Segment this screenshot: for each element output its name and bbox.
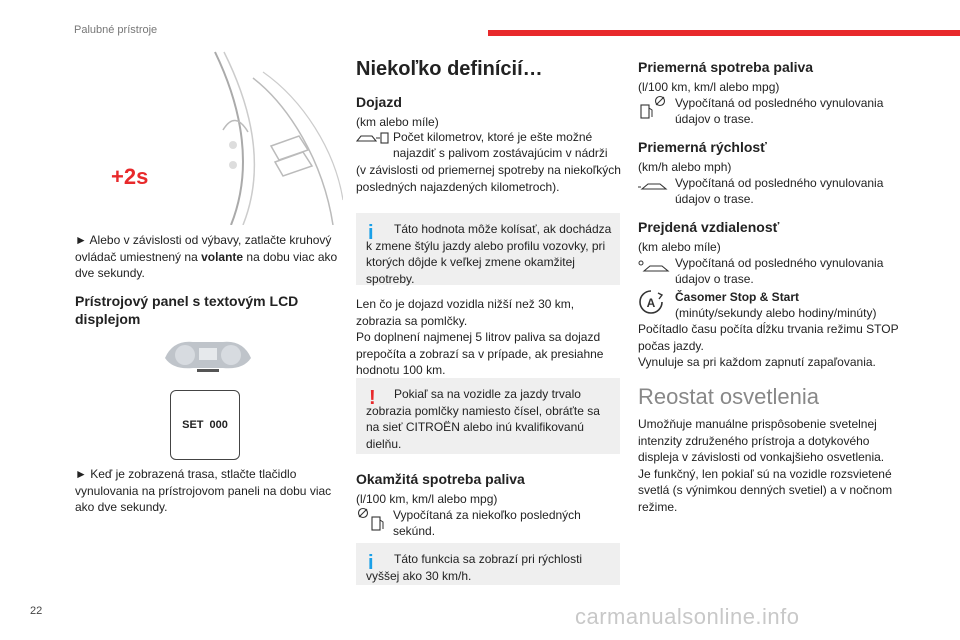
set-label: SET (182, 419, 204, 431)
car-speed-icon (638, 179, 672, 193)
set-button-box (170, 390, 240, 460)
car-distance-icon (638, 259, 672, 275)
avg-speed-row (638, 175, 910, 209)
para-steering-bold: volante (201, 249, 244, 264)
car-fuel-icon (356, 131, 392, 145)
page-number: 22 (30, 605, 43, 617)
stopstart-title-text: Časomer Stop & Start (675, 290, 800, 304)
para-steering-tail: na dobu viac ako dve sekundy. (75, 249, 338, 280)
cluster-illustration (163, 338, 253, 372)
stopstart-desc: Počítadlo času počíta dĺžku trvania režimu STOP počas jazdy. Vynuluje sa pri každom zapnutí zapaľovania. (638, 322, 899, 369)
para-steering-text: ► Alebo v závislosti od výbavy, zatlačte kruhový ovládač umiestnený na (75, 233, 332, 264)
badge-text: +2s (111, 164, 149, 189)
warning-text: Pokiaľ sa na vozidle za jazdy trvalo zobrazia pomlčky namiesto čísel, obráťte sa na sieť CITROËN alebo inú kvalifikovanú dielňu. (366, 387, 600, 451)
steering-wheel-illustration (103, 50, 343, 225)
svg-text:A: A (646, 296, 656, 310)
dimmer-title: Reostat osvetlenia (638, 384, 819, 409)
info-note-instant (356, 543, 620, 585)
fuel-consumption-icon-2 (638, 95, 668, 123)
warning-icon: ! (369, 387, 376, 409)
dimmer-text: Umožňuje manuálne prispôsobenie svetelnej intenzity združeného prístroja a dotykového displeja v závislosti od vonkajšieho osvetlenia. Je funkčný, len pokiaľ sú na vozidle rozsvietené svetlá (s výnimkou denných svetiel) a v nočnom režime. (638, 417, 893, 514)
note-instant-text: Táto funkcia sa zobrazí pri rýchlosti vyššej ako 30 km/h. (366, 552, 583, 583)
definitions-title: Niekoľko definícií… (356, 58, 543, 80)
stopstart-title (675, 289, 905, 321)
watermark: carmanualsonline.info (575, 604, 800, 629)
info-note-range (356, 213, 620, 285)
plus-2s-badge (111, 164, 148, 190)
avg-speed-text: Vypočítaná od posledného vynulovania údajov o trase. (675, 176, 884, 206)
set-value: 000 (209, 419, 228, 431)
distance-row (638, 255, 910, 289)
para-steering (75, 232, 340, 282)
info-icon: i (368, 222, 374, 244)
instant-units: (l/100 km, km/l alebo mpg) (356, 492, 498, 506)
stopstart-row (638, 289, 910, 323)
heading-instant: Okamžitá spotreba paliva (356, 471, 525, 487)
distance-text: Vypočítaná od posledného vynulovania údajov o trase. (675, 256, 884, 286)
heading-avg-fuel: Priemerná spotreba paliva (638, 59, 814, 75)
range-icon-text: Počet kilometrov, ktoré je ešte možné najazdiť s palivom zostávajúcim v nádrži (393, 130, 608, 160)
avg-fuel-row (638, 95, 910, 129)
stopstart-units: (minúty/sekundy alebo hodiny/minúty) (675, 306, 877, 320)
info-icon-2: i (368, 552, 374, 574)
avg-speed-units: (km/h alebo mph) (638, 160, 732, 174)
warning-note (356, 378, 620, 454)
heading-distance: Prejdená vzdialenosť (638, 219, 780, 235)
instant-text: Vypočítaná za niekoľko posledných sekúnd. (393, 508, 581, 538)
distance-units: (km alebo míle) (638, 240, 721, 254)
stop-start-icon (638, 289, 664, 317)
heading-range: Dojazd (356, 94, 402, 110)
range-units: (km alebo míle) (356, 115, 439, 129)
heading-avg-speed: Priemerná rýchlosť (638, 139, 767, 155)
fuel-consumption-icon (356, 507, 386, 535)
section-title: Palubné prístroje (74, 24, 158, 36)
header-accent-bar (488, 30, 960, 36)
para-low-range: Len čo je dojazd vozidla nižší než 30 km, zobrazia sa pomlčky. Po doplnení najmenej 5 litrov paliva sa dojazd prepočíta a zobrazí sa v prípade, ak presiahne hodnotu 100 km. (356, 297, 604, 377)
avg-fuel-units: (l/100 km, km/l alebo mpg) (638, 80, 780, 94)
note-range-text: Táto hodnota môže kolísať, ak dochádza k zmene štýlu jazdy alebo profilu vozovky, pri ktorých dôjde k veľkej zmene okamžitej spotreby. (366, 222, 612, 286)
range-desc: (v závislosti od priemernej spotreby na niekoľkých posledných najazdených kilometroch). (356, 163, 621, 194)
instant-icon-row (356, 507, 621, 541)
heading-lcd: Prístrojový panel s textovým LCD displejom (75, 293, 299, 327)
para-reset: ► Keď je zobrazená trasa, stlačte tlačidlo vynulovania na prístrojovom paneli na dobu viac ako dve sekundy. (75, 467, 332, 514)
range-icon-row (356, 129, 621, 163)
avg-fuel-text: Vypočítaná od posledného vynulovania údajov o trase. (675, 96, 884, 126)
